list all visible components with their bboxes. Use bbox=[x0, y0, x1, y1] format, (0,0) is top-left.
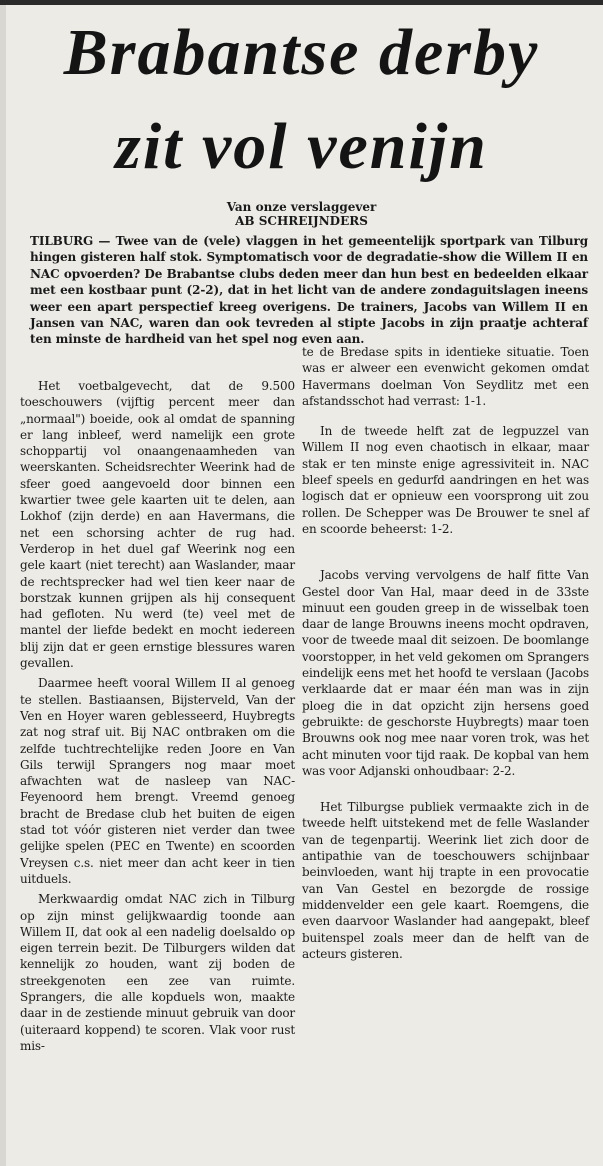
right-paragraph-2: In de tweede helft zat de legpuzzel van Willem II nog even chaotisch in elkaar, maar stak er ten minste enige agressiviteit in. NAC bleef speels en gedurfd aandringen en het was logisch dat er opnieuw een voorsprong uit zou rollen. De Schepper was De Brouwer te snel af en scoorde beheerst: 1-2. bbox=[302, 424, 589, 536]
byline-author: AB SCHREIJNDERS bbox=[235, 214, 368, 228]
left-paragraph-3: Merkwaardig omdat NAC zich in Tilburg op zijn minst gelijkwaardig toonde aan Willem II, dat ook al een nadelig doelsaldo op eigen terrein bezit. De Tilburgers wilden dat kennelijk zo houden, want zij boden de streekgenoten een zee van ruimte. Sprangers, die alle kopduels won, maakte daar in de zestiende minuut gebruik van door (uiteraard koppend) te scoren. Vlak voor rust mis- bbox=[20, 892, 295, 1053]
left-paragraph-2: Daarmee heeft vooral Willem II al genoeg te stellen. Bastiaansen, Bijsterveld, Van der Ven en Hoyer waren geblesseerd, Huybregts zat nog straf uit. Bij NAC ontbraken om die zelfde tuchtrechtelijke reden Joore en Van Gils terwijl Sprangers nog maar moet afwachten wat de nasleep van NAC-Feyenoord hem brengt. Vreemd genoeg bracht de Bredase club het buiten de eigen stad tot vóór gisteren niet verder dan twee gelijke spelen (PEC en Twente) en scoorden Vreysen c.s. niet meer dan acht keer in tien uitduels. bbox=[20, 676, 295, 886]
byline-intro: Van onze verslaggever bbox=[226, 200, 377, 214]
headline-line-1: Brabantse derby bbox=[63, 16, 540, 89]
byline bbox=[0, 200, 603, 228]
right-paragraph-3: Jacobs verving vervolgens de half fitte Van Gestel door Van Hal, maar deed in de 33ste minuut een gouden greep in de wisselbak toen daar de lange Brouwns ineens mocht opdraven, voor de tweede maal dit seizoen. De boomlange voorstopper, in het veld gekomen om Sprangers eindelijk eens met het hoofd te verslaan (Jacobs verklaarde dat er maar één man was in zijn ploeg die in dat opzicht zijn hersens goed gebruikte: de geschorste Huybregts) maar toen Brouwns ook nog mee naar voren trok, was het acht minuten voor tijd raak. De kopbal van hem was voor Adjanski onhoudbaar: 2-2. bbox=[302, 568, 589, 778]
right-paragraph-4: Het Tilburgse publiek vermaakte zich in de tweede helft uitstekend met de felle Waslander van de tegenpartij. Weerink liet zich door de antipathie van de toeschouwers schijnbaar beinvloeden, want hij trapte in een provocatie van Van Gestel en bezorgde de rossige middenvelder een gele kaart. Roemgens, die even daarvoor Waslander had aangepakt, bleef buitenspel zoals meer dan de helft van de acteurs gisteren. bbox=[302, 800, 589, 961]
left-paragraph-1: Het voetbalgevecht, dat de 9.500 toeschouwers (vijftig percent meer dan „normaal") boeide, ook al omdat de spanning er lang inbleef, werd namelijk een grote schoppartij vol onaangenaamheden van weerskanten. Scheidsrechter Weerink had de sfeer goed aangevoeld door binnen een kwartier twee gele kaarten uit te delen, aan Lokhof (zijn derde) en aan Havermans, die net een schorsing achter de rug had. Verderop in het duel gaf Weerink nog een gele kaart (niet terecht) aan Waslander, maar de rechtsprecker had wel tien keer naar de borstzak kunnen grijpen als hij consequent had gefloten. Nu werd (te) veel met de mantel der liefde bedekt en mocht iedereen blij zijn dat er geen ernstige blessures waren gevallen. bbox=[20, 379, 295, 671]
right-paragraph-1: te de Bredase spits in identieke situatie. Toen was er alweer een evenwicht gekomen omdat Havermans doelman Von Seydlitz met een afstandsschot had verrast: 1-1. bbox=[302, 345, 589, 408]
left-column bbox=[20, 378, 295, 1054]
headline-line-2: zit vol venijn bbox=[115, 110, 488, 183]
right-column bbox=[302, 344, 589, 962]
top-rule bbox=[0, 0, 603, 5]
lead-paragraph: TILBURG — Twee van de (vele) vlaggen in het gemeentelijk sportpark van Tilburg hingen gisteren half stok. Symptomatisch voor de degradatie-show die Willem II en NAC opvoerden? De Brabantse clubs deden meer dan hun best en bedeelden elkaar met een kostbaar punt (2-2), dat in het licht van de andere zondaguitslagen ineens weer een apart perspectief kreeg overigens. De trainers, Jacobs van Willem II en Jansen van NAC, waren dan ook tevreden al stipte Jacobs in zijn praatje achteraf ten minste de hardheid van het spel nog even aan. bbox=[30, 234, 588, 347]
